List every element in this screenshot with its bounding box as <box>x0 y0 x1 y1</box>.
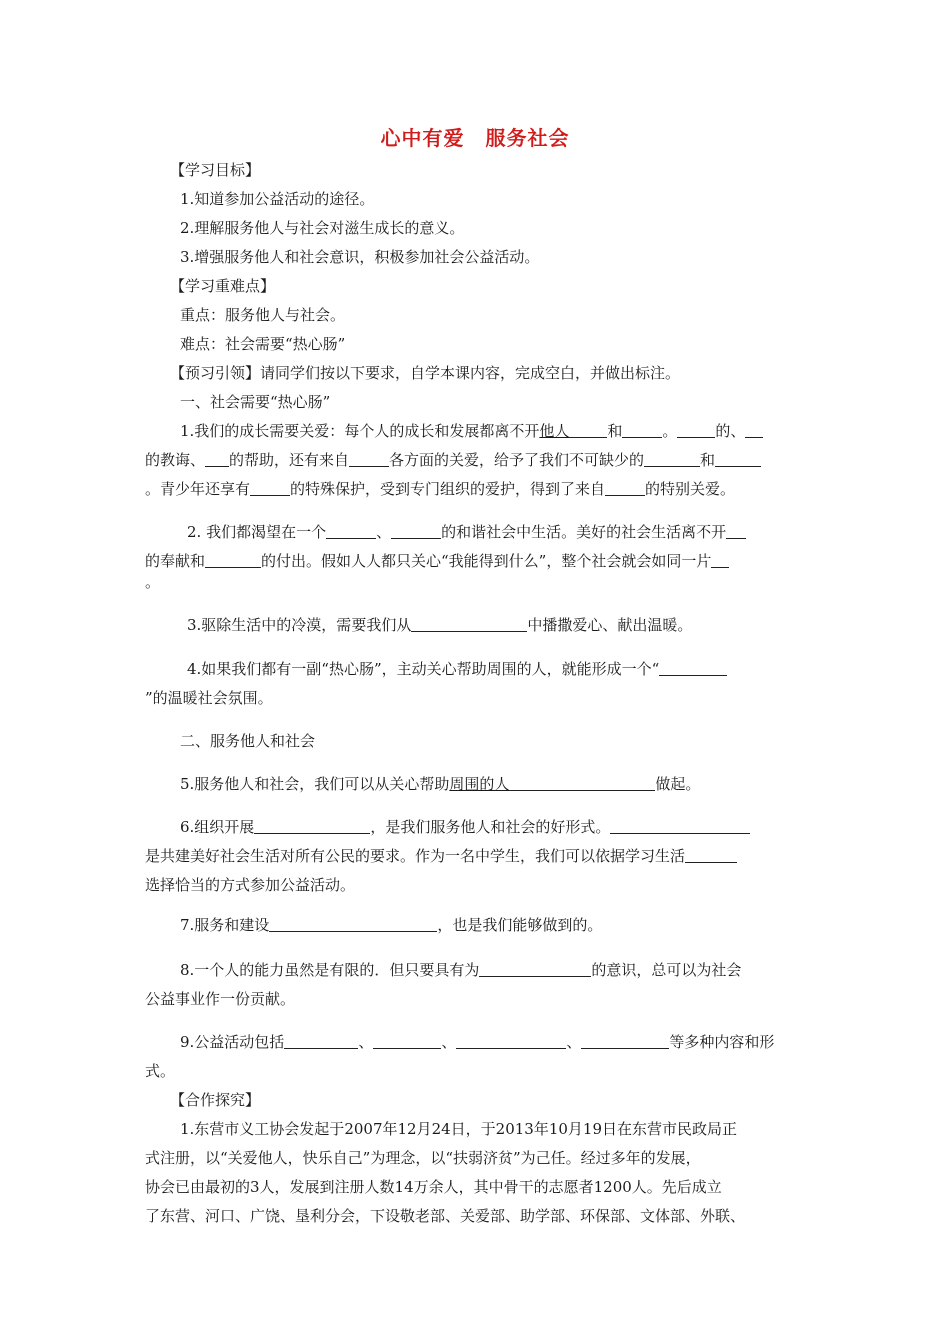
question-6-line-3: 选择恰当的方式参加公益活动。 <box>145 876 356 894</box>
question-6-line-1: 6.组织开展 ，是我们服务他人和社会的好形式。 <box>180 817 842 837</box>
fill-blank[interactable] <box>659 660 727 676</box>
fill-blank[interactable] <box>391 523 441 539</box>
goal-item: 2.理解服务他人与社会对滋生成长的意义。 <box>180 219 465 237</box>
question-1-line-1: 1.我们的成长需要关爱：每个人的成长和发展都离不开他人 和 。 的、 <box>180 421 842 441</box>
fill-blank[interactable] <box>205 451 229 467</box>
fill-blank[interactable] <box>373 1033 441 1049</box>
fill-blank[interactable] <box>644 451 700 467</box>
fill-blank[interactable] <box>610 818 750 834</box>
fill-blank[interactable] <box>456 1033 566 1049</box>
question-9-line-1: 9.公益活动包括 、 、 、 等多种内容和形 <box>180 1033 775 1051</box>
fill-blank[interactable] <box>569 422 607 438</box>
fill-blank[interactable] <box>479 961 591 977</box>
fill-blank[interactable] <box>269 916 437 932</box>
question-2-line-1: 2. 我们都渴望在一个 、 的和谐社会中生活。美好的社会生活离不开 <box>187 522 849 542</box>
question-8-line-1: 8.一个人的能力虽然是有限的．但只要具有为 的意识，总可以为社会 <box>180 961 742 979</box>
fill-blank[interactable] <box>581 1033 669 1049</box>
goal-item: 3.增强服务他人和社会意识，积极参加社会公益活动。 <box>180 248 540 266</box>
question-4-line-2: ”的温暖社会氛围。 <box>145 689 273 707</box>
coop-paragraph-line: 1.东营市义工协会发起于2007年12月24日，于2013年10月19日在东营市民政局正 <box>180 1120 738 1138</box>
fill-blank[interactable] <box>205 552 261 568</box>
fill-blank[interactable] <box>622 422 662 438</box>
section-heading-key: 【学习重难点】 <box>170 277 276 295</box>
fill-blank[interactable] <box>509 775 655 791</box>
coop-paragraph-line: 式注册，以“关爱他人，快乐自己”为理念，以“扶弱济贫”为己任。经过多年的发展， <box>145 1149 701 1167</box>
question-5: 5.服务他人和社会，我们可以从关心帮助周围的人 做起。 <box>180 775 701 793</box>
fill-blank[interactable] <box>715 451 761 467</box>
coop-paragraph-line: 协会已由最初的3人，发展到注册人数14万余人，其中骨干的志愿者1200人。先后成立 <box>145 1178 722 1196</box>
question-9-line-2: 式。 <box>145 1062 176 1080</box>
question-1-line-3: 。青少年还享有 的特殊保护，受到专门组织的爱护，得到了来自 的特别关爱。 <box>145 480 736 498</box>
fill-blank[interactable] <box>411 616 527 632</box>
question-3: 3.驱除生活中的冷漠，需要我们从 中播撒爱心、献出温暖。 <box>187 616 693 634</box>
fill-blank[interactable] <box>711 552 729 568</box>
question-4-line-1: 4.如果我们都有一副“热心肠”，主动关心帮助周围的人，就能形成一个“ <box>187 659 849 679</box>
question-7: 7.服务和建设 ，也是我们能够做到的。 <box>180 916 603 934</box>
fill-blank[interactable] <box>284 1033 358 1049</box>
page-title: 心中有爱 服务社会 <box>380 126 570 150</box>
part-heading: 一、社会需要“热心肠” <box>180 393 331 411</box>
part-heading: 二、服务他人和社会 <box>180 732 316 750</box>
section-heading-goals: 【学习目标】 <box>170 161 261 179</box>
fill-blank[interactable] <box>745 422 763 438</box>
fill-blank[interactable] <box>326 523 376 539</box>
fill-blank[interactable] <box>349 451 389 467</box>
fill-blank[interactable] <box>605 480 645 496</box>
fill-blank[interactable] <box>254 818 370 834</box>
section-heading-coop: 【合作探究】 <box>170 1091 261 1109</box>
fill-blank[interactable] <box>250 480 290 496</box>
question-1-line-2: 的教诲、 的帮助，还有来自 各方面的关爱，给予了我们不可缺少的 和 <box>145 450 807 470</box>
question-6-line-2: 是共建美好社会生活对所有公民的要求。作为一名中学生，我们可以依据学习生活 <box>145 846 807 866</box>
fill-blank[interactable] <box>677 422 715 438</box>
goal-item: 1.知道参加公益活动的途径。 <box>180 190 375 208</box>
question-2-line-3: 。 <box>145 573 161 591</box>
question-2-line-2: 的奉献和 的付出。假如人人都只关心“我能得到什么”，整个社会就会如同一片 <box>145 551 807 571</box>
fill-blank[interactable] <box>685 847 737 863</box>
section-heading-preview: 【预习引领】 <box>170 364 261 382</box>
coop-paragraph-line: 了东营、河口、广饶、垦利分会，下设敬老部、关爱部、助学部、环保部、文体部、外联、 <box>145 1207 746 1225</box>
key-point: 难点：社会需要“热心肠” <box>180 335 346 353</box>
key-point: 重点：服务他人与社会。 <box>180 306 346 324</box>
preview-paragraph: 【预习引领】请同学们按以下要求，自学本课内容，完成空白，并做出标注。 <box>170 364 681 382</box>
question-8-line-2: 公益事业作一份贡献。 <box>145 990 296 1008</box>
fill-blank[interactable] <box>726 523 746 539</box>
